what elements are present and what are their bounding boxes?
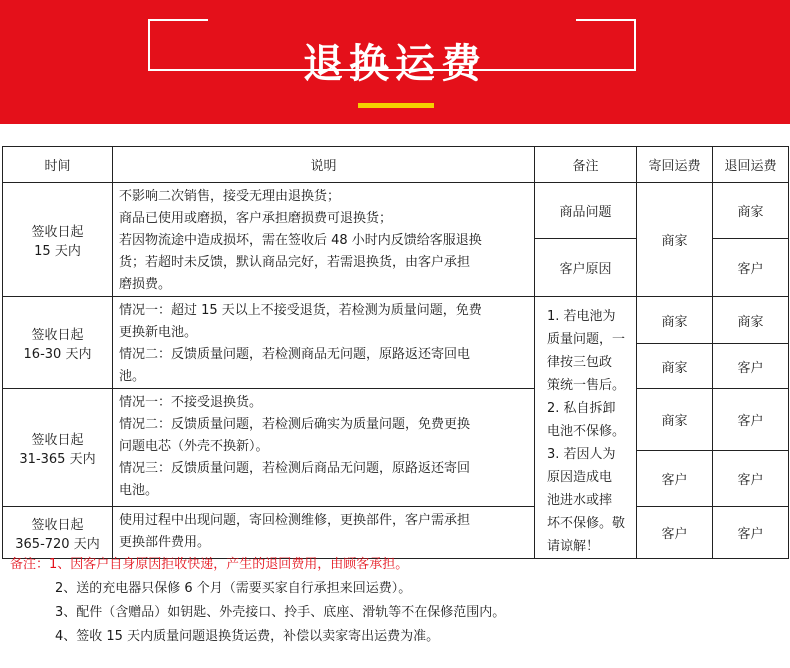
time-cell: 签收日起 31-365 天内 [3, 389, 113, 507]
page-title: 退换运费 [303, 41, 487, 87]
table-row [3, 389, 789, 451]
send-fee-cell: 商家 [637, 344, 713, 389]
title-banner [0, 0, 790, 124]
return-fee-cell: 客户 [713, 451, 789, 507]
send-fee-cell: 商家 [637, 297, 713, 344]
description-cell: 情况一：不接受退换货。 情况二：反馈质量问题，若检测后确实为质量问题，免费更换 问题电芯（外壳不换新）。 情况三：反馈质量问题，若检测后商品无问题，原路返还寄回 电池。 [113, 389, 535, 507]
time-cell: 签收日起 15 天内 [3, 183, 113, 297]
send-fee-cell: 客户 [637, 451, 713, 507]
header-note: 备注 [535, 147, 637, 183]
remark-line-1: 备注：1、因客户自身原因拒收快递，产生的退回费用，由顾客承担。 [10, 557, 409, 572]
header-description: 说明 [113, 147, 535, 183]
table-row [3, 297, 789, 344]
table-header-row [3, 147, 789, 183]
return-fee-cell: 客户 [713, 507, 789, 559]
remark-line-2: 2、送的充电器只保修 6 个月（需要买家自行承担来回运费）。 [55, 581, 412, 596]
return-fee-cell: 客户 [713, 344, 789, 389]
description-cell: 使用过程中出现问题，寄回检测维修，更换部件，客户需承担 更换部件费用。 [113, 507, 535, 559]
return-fee-table [2, 146, 789, 559]
title-underline [358, 103, 434, 108]
note-cell: 商品问题 [535, 183, 637, 239]
remarks-label: 备注： [10, 557, 50, 572]
send-fee-cell: 商家 [637, 183, 713, 297]
table-row [3, 183, 789, 239]
send-fee-cell: 客户 [637, 507, 713, 559]
note-cell: 客户原因 [535, 239, 637, 297]
header-send-fee: 寄回运费 [637, 147, 713, 183]
header-time: 时间 [3, 147, 113, 183]
send-fee-cell: 商家 [637, 389, 713, 451]
return-fee-cell: 客户 [713, 239, 789, 297]
return-fee-cell: 商家 [713, 183, 789, 239]
time-cell: 签收日起 365-720 天内 [3, 507, 113, 559]
merged-note-cell: 1. 若电池为 质量问题，一 律按三包政 策统一售后。 2. 私自拆卸 电池不保修。 3. 若因人为 原因造成电 池进水或摔 坏不保修。敬 请谅解！ [535, 297, 637, 559]
description-cell: 情况一：超过 15 天以上不接受退货，若检测为质量问题，免费 更换新电池。 情况二：反馈质量问题，若检测商品无问题，原路返还寄回电 池。 [113, 297, 535, 389]
header-return-fee: 退回运费 [713, 147, 789, 183]
return-fee-cell: 商家 [713, 297, 789, 344]
return-fee-cell: 客户 [713, 389, 789, 451]
time-cell: 签收日起 16-30 天内 [3, 297, 113, 389]
remark-line-4: 4、签收 15 天内质量问题退换货运费，补偿以卖家寄出运费为准。 [55, 629, 440, 644]
table-row [3, 507, 789, 559]
description-cell: 不影响二次销售，接受无理由退换货； 商品已使用或磨损，客户承担磨损费可退换货； 若因物流途中造成损坏，需在签收后 48 小时内反馈给客服退换 货；若超时未反馈，默认商品完好，若需退换货，由客户承担 磨损费。 [113, 183, 535, 297]
remark-line-3: 3、配件（含赠品）如钥匙、外壳接口、拎手、底座、滑轨等不在保修范围内。 [55, 605, 506, 620]
